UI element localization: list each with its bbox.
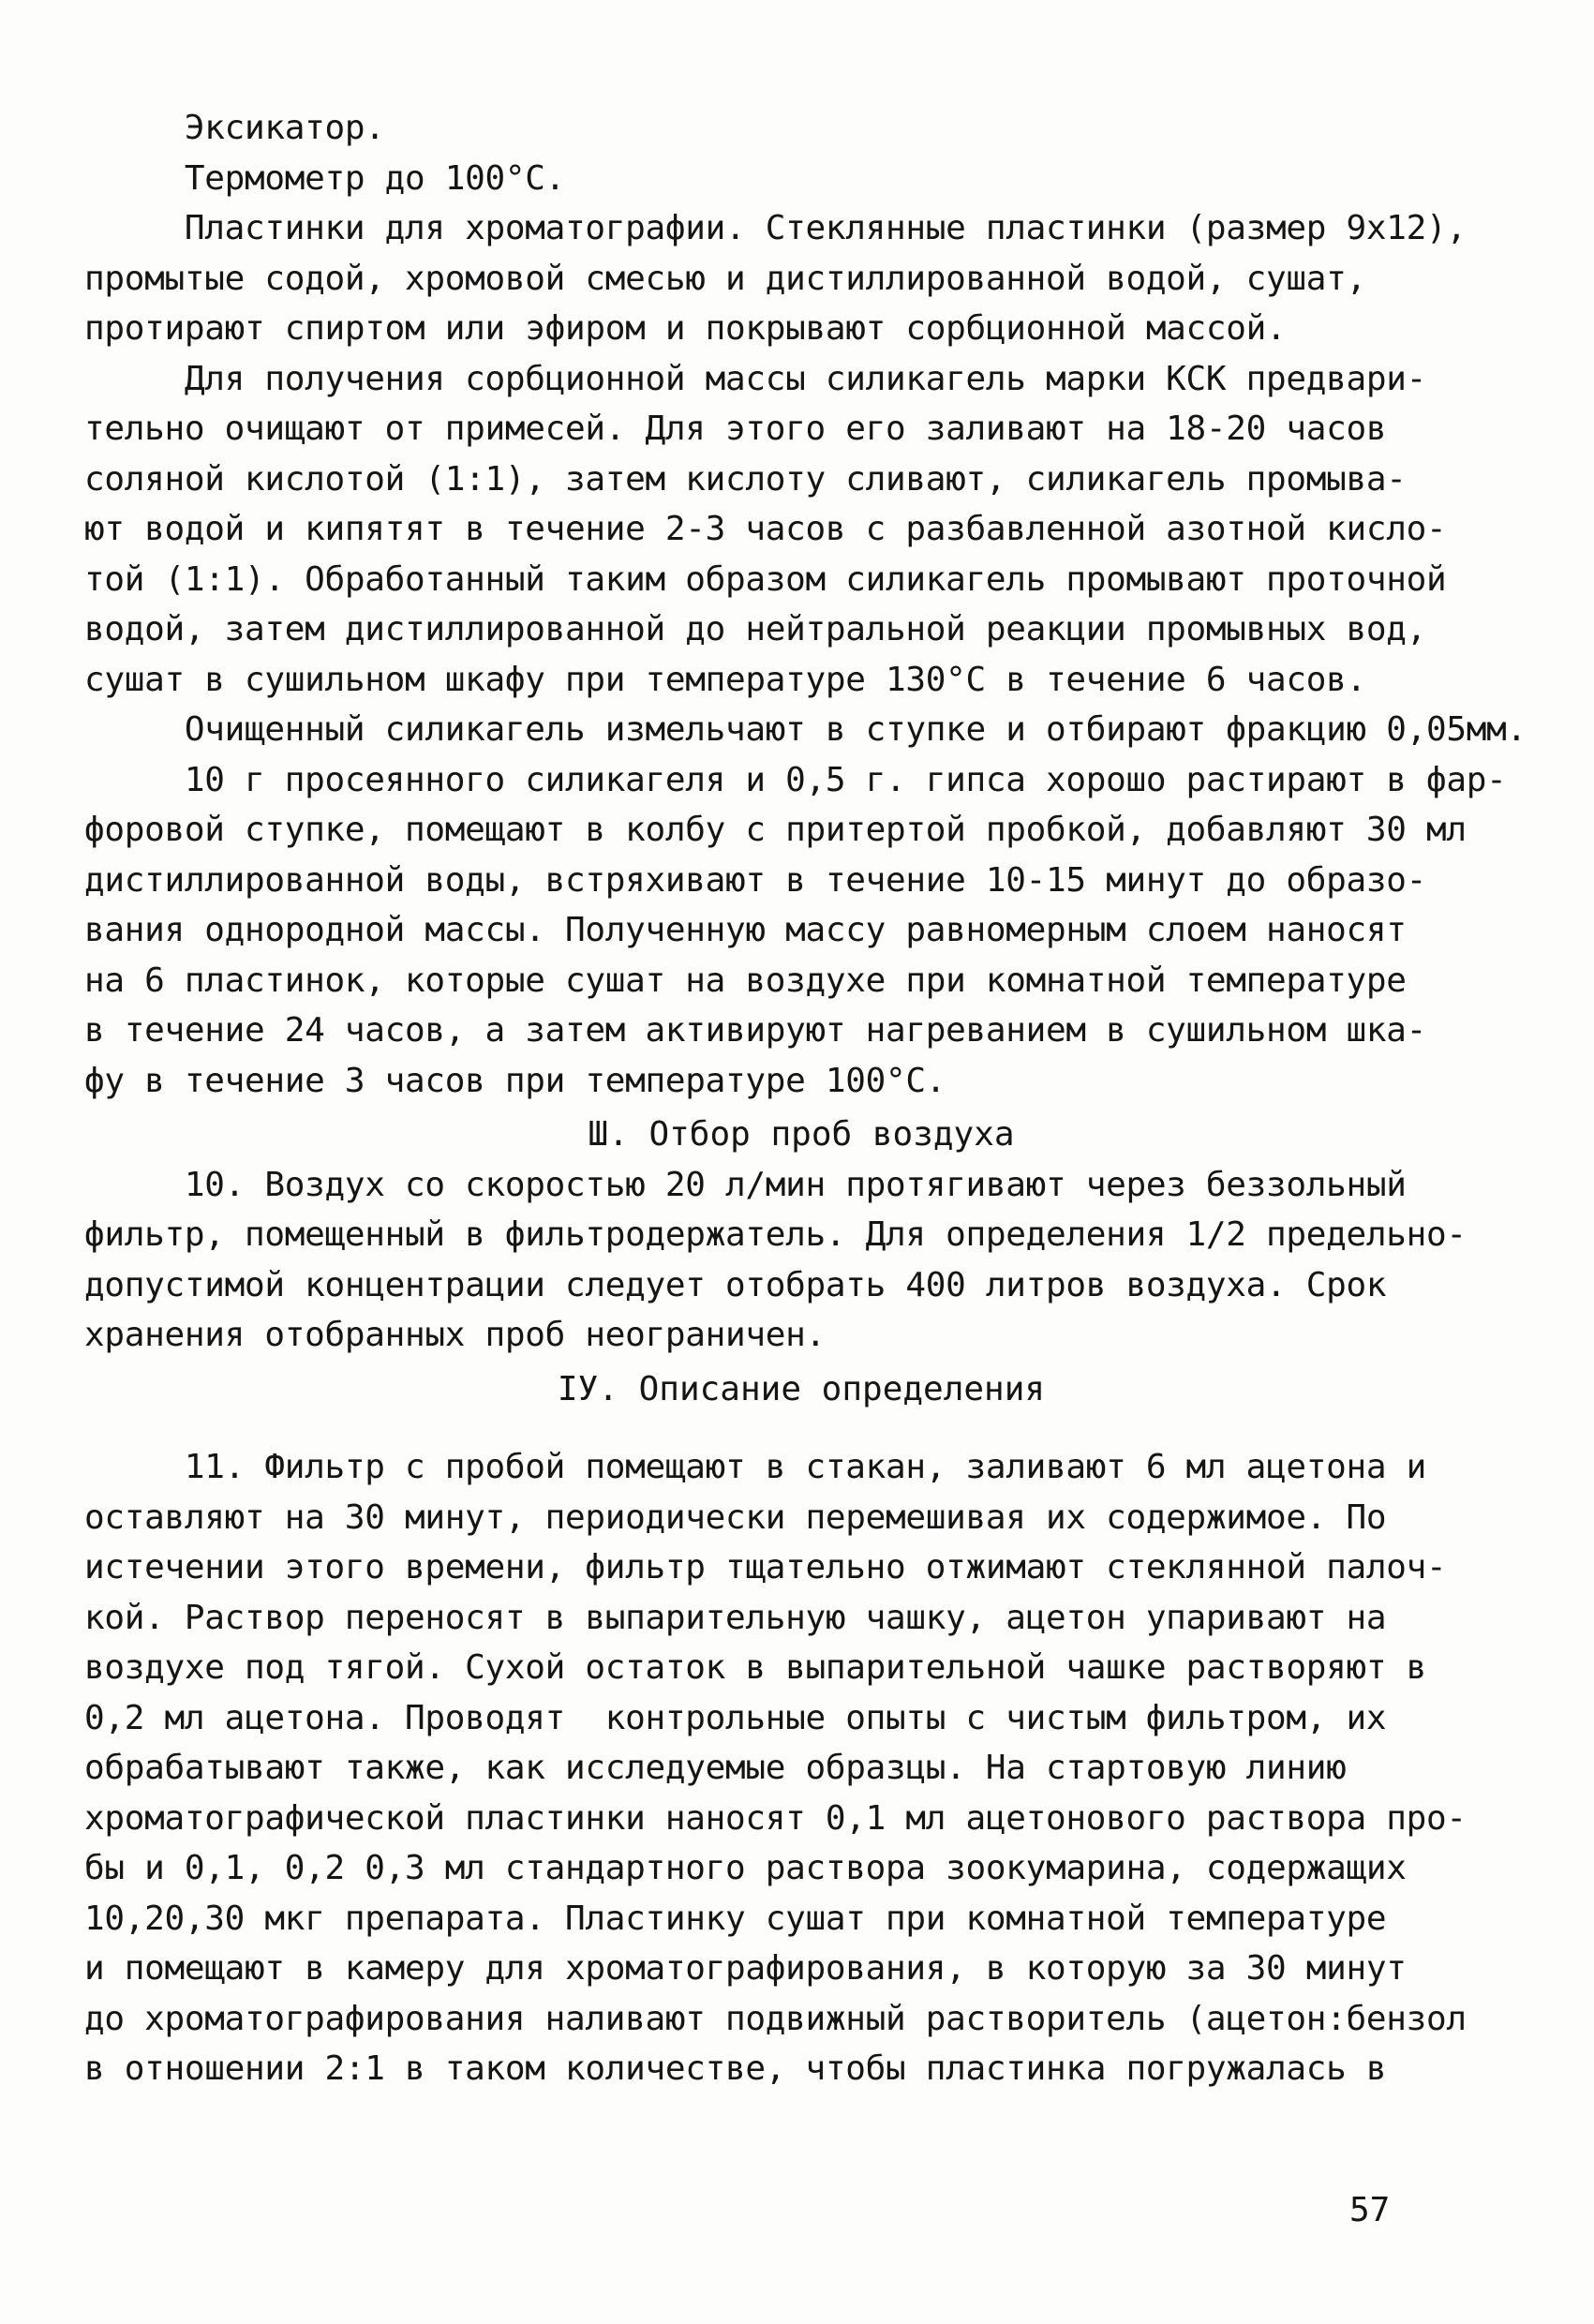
text-line: на 6 пластинок, которые сушат на воздухе при комнатной температуре [84, 961, 1407, 1000]
text-line: истечении этого времени, фильтр тщательно отжимают стеклянной палоч- [84, 1548, 1447, 1587]
paragraph-air-sampling [84, 1160, 1518, 1361]
text-line: фу в течение 3 часов при температуре 100°С. [84, 1061, 946, 1100]
text-line: допустимой концентрации следует отобрать 400 литров воздуха. Срок [84, 1265, 1387, 1304]
paragraph-determination [84, 1442, 1518, 2094]
text-line: той (1:1). Обработанный таким образом силикагель промывают проточной [84, 559, 1447, 599]
text-line: хроматографической пластинки наносят 0,1 мл ацетонового раствора про- [84, 1798, 1467, 1838]
text-line: вания однородной массы. Полученную массу равномерным слоем наносят [84, 911, 1407, 949]
text-line: 10. Воздух со скоростью 20 л/мин протягивают через беззольный [84, 1165, 1407, 1204]
section-heading-air-sampling: Ш. Отбор проб воздуха [588, 1115, 1015, 1154]
paragraph-cleaned-silica [84, 705, 1527, 755]
text-line: протирают спиртом или эфиром и покрывают сорбционной массой. [84, 309, 1287, 348]
text-line: Для получения сорбционной массы силикагель марки КСК предвари- [84, 359, 1427, 398]
text-line: Термометр до 100°С. [84, 158, 565, 198]
text-line: тельно очищают от примесей. Для этого его заливают на 18-20 часов [84, 410, 1387, 448]
text-line: в течение 24 часов, а затем активируют нагреванием в сушильном шка- [84, 1011, 1427, 1050]
text-line: хранения отобранных проб неограничен. [84, 1316, 826, 1354]
equipment-list [84, 103, 1518, 354]
page-number: 57 [1349, 2191, 1391, 2229]
text-line: в отношении 2:1 в таком количестве, чтобы пластинка погружалась в [84, 2049, 1387, 2088]
text-line: форовой ступке, помещают в колбу с притертой пробкой, добавляют 30 мл [84, 811, 1467, 849]
paragraph-sorbent-preparation [84, 354, 1518, 706]
text-line: водой, затем дистиллированной до нейтральной реакции промывных вод, [84, 610, 1427, 648]
text-line: обрабатывают также, как исследуемые образцы. На стартовую линию [84, 1749, 1347, 1787]
text-line: Очищенный силикагель измельчают в ступке и отбирают фракцию 0,05мм. [84, 710, 1527, 749]
text-line: воздухе под тягой. Сухой остаток в выпарительной чашке растворяют в [84, 1648, 1427, 1687]
text-line: 11. Фильтр с пробой помещают в стакан, заливают 6 мл ацетона и [84, 1448, 1427, 1486]
text-line: сушат в сушильном шкафу при температуре 130°С в течение 6 часов. [84, 660, 1366, 699]
text-line: промытые содой, хромовой смесью и дистиллированной водой, сушат, [84, 259, 1366, 298]
document-body [84, 103, 1527, 2094]
text-line: ют водой и кипятят в течение 2-3 часов с разбавленной азотной кисло- [84, 510, 1447, 548]
text-line: Пластинки для хроматографии. Стеклянные пластинки (размер 9х12), [84, 209, 1467, 247]
text-line: 10 г просеянного силикагеля и 0,5 г. гипса хорошо растирают в фар- [84, 760, 1507, 799]
text-line: соляной кислотой (1:1), затем кислоту сливают, силикагель промыва- [84, 459, 1407, 499]
text-line: оставляют на 30 минут, периодически перемешивая их содержимое. По [84, 1497, 1387, 1537]
text-line: 10,20,30 мкг препарата. Пластинку сушат при комнатной температуре [84, 1899, 1387, 1938]
text-line: 0,2 мл ацетона. Проводят контрольные опыты с чистым фильтром, их [84, 1698, 1387, 1737]
paragraph-gypsum-mixture [84, 755, 1518, 1107]
text-line: бы и 0,1, 0,2 0,3 мл стандартного раствора зоокумарина, содержащих [84, 1849, 1407, 1887]
text-line: и помещают в камеру для хроматографирования, в которую за 30 минут [84, 1949, 1407, 1988]
text-line: кой. Раствор переносят в выпарительную чашку, ацетон упаривают на [84, 1598, 1387, 1637]
text-line: Эксикатор. [84, 109, 385, 147]
text-line: дистиллированной воды, встряхивают в течение 10-15 минут до образо- [84, 860, 1427, 900]
section-heading-determination: IУ. Описание определения [557, 1369, 1046, 1408]
text-line: фильтр, помещенный в фильтродержатель. Для определения 1/2 предельно- [84, 1215, 1467, 1254]
text-line: до хроматографирования наливают подвижный растворитель (ацетон:бензол [84, 1999, 1467, 2038]
